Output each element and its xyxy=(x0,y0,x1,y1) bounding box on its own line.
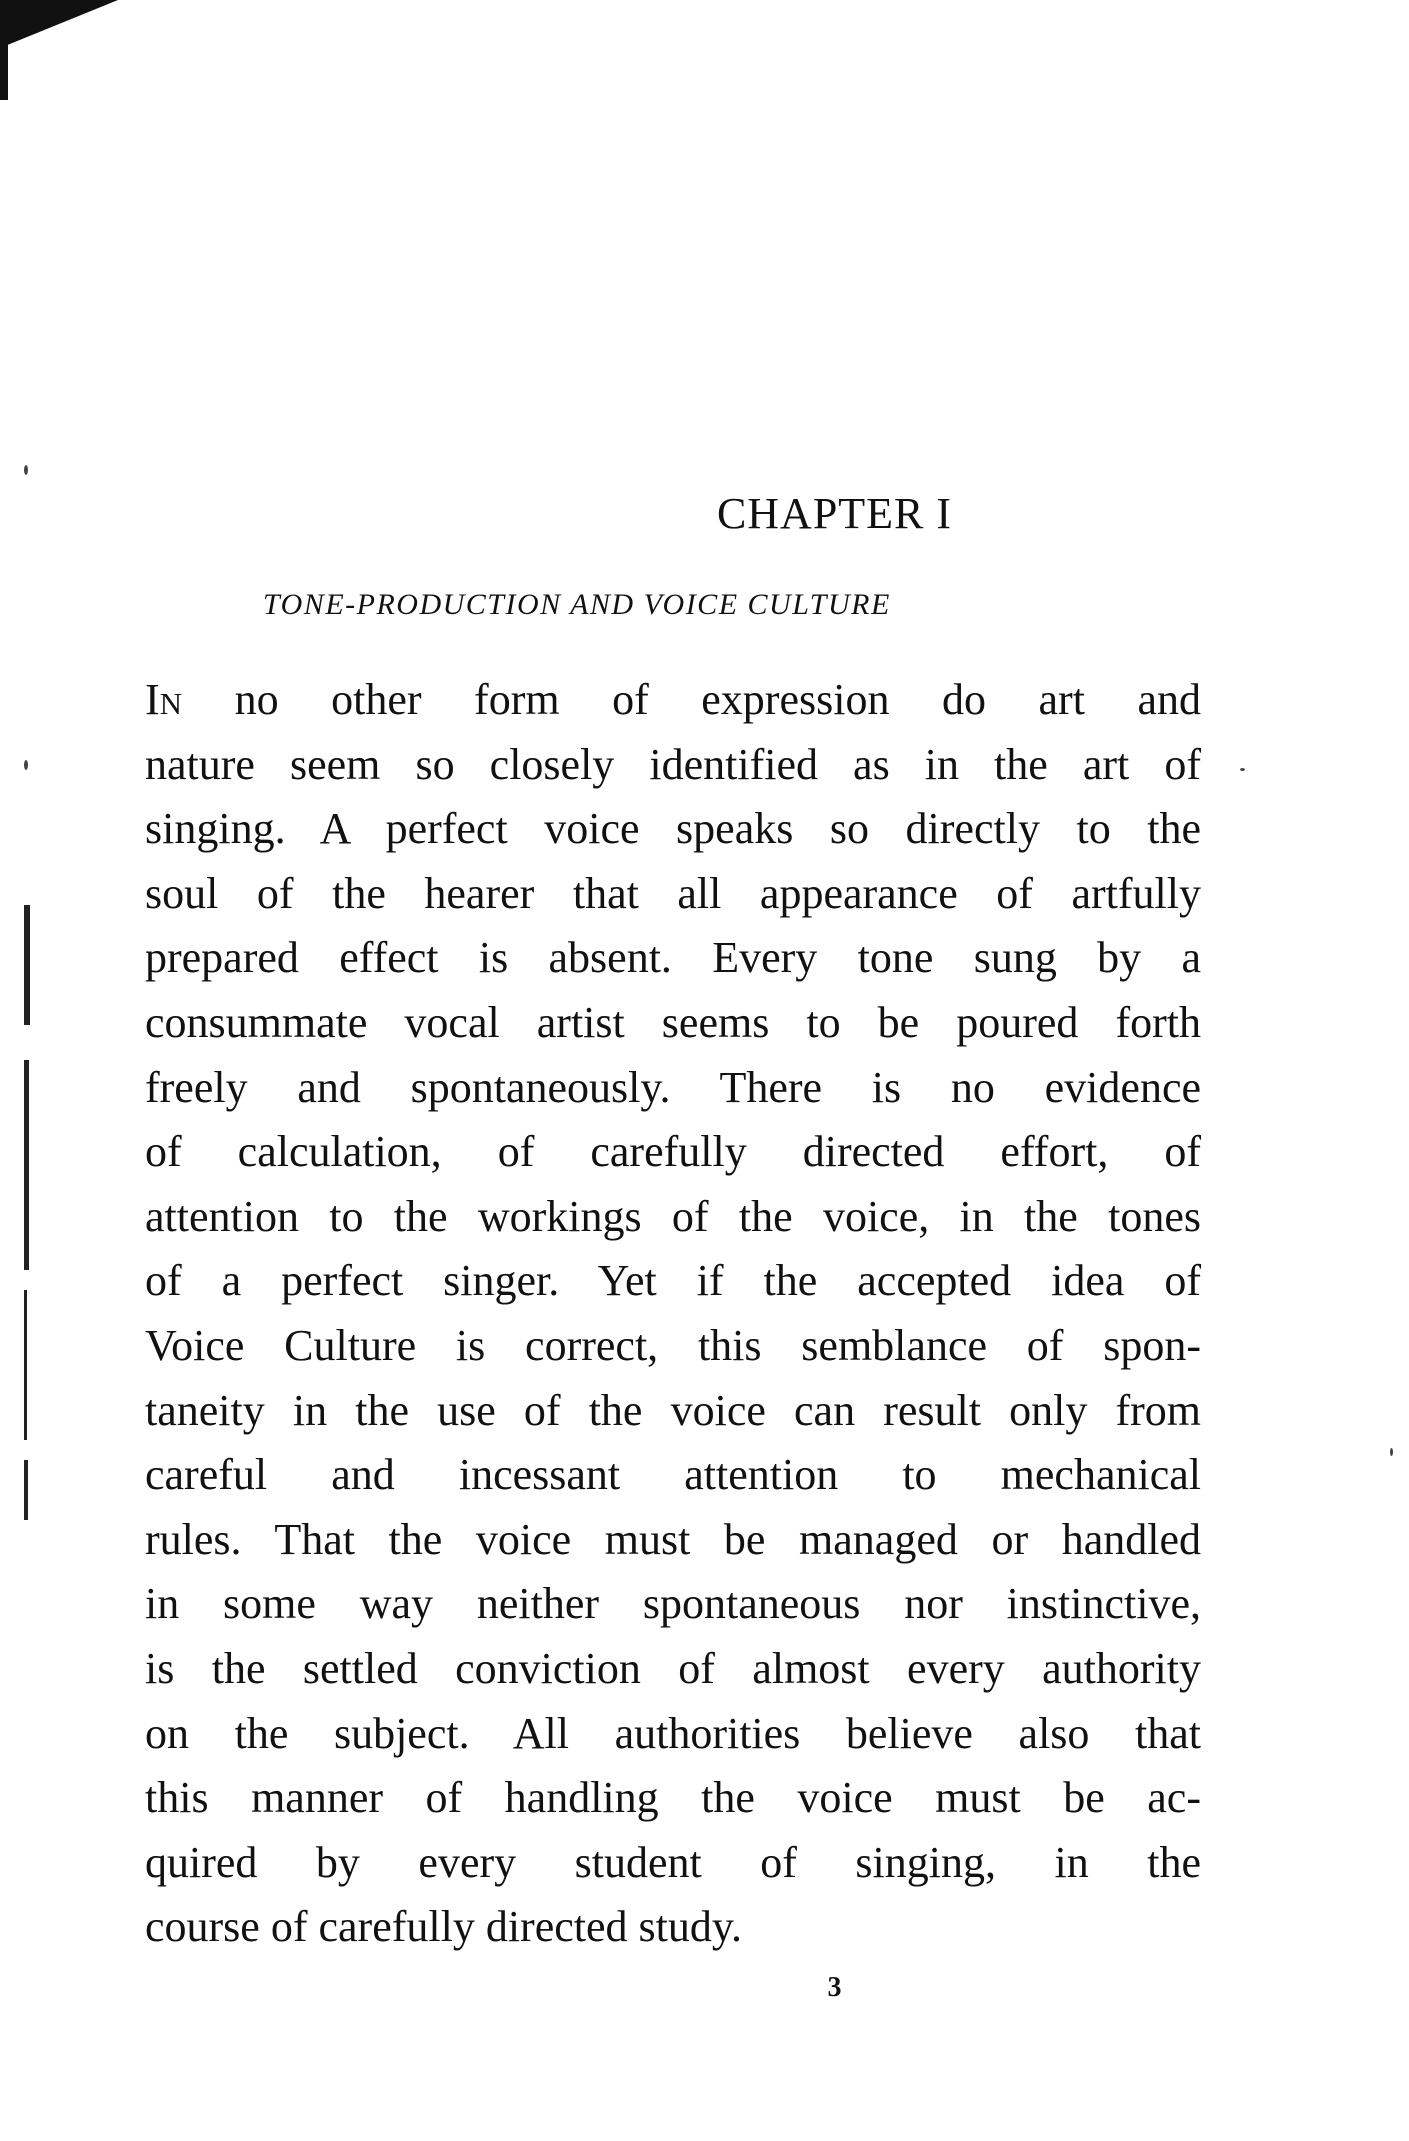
scan-speck xyxy=(24,760,28,770)
text-line: consummate vocal artist seems to be poured forth xyxy=(145,997,1201,1047)
text-line: is the settled conviction of almost every authority xyxy=(145,1643,1201,1693)
text-line: quired by every student of singing, in the xyxy=(145,1837,1201,1887)
scan-corner-mark xyxy=(0,0,118,48)
text-line: of a perfect singer. Yet if the accepted idea of xyxy=(145,1256,1201,1306)
text-line: on the subject. All authorities believe also that xyxy=(145,1708,1201,1758)
scan-edge-shadow xyxy=(24,905,30,1025)
scan-edge-shadow xyxy=(24,1290,27,1440)
chapter-title: CHAPTER I xyxy=(716,489,953,538)
scan-speck xyxy=(24,465,28,475)
scan-edge-shadow xyxy=(24,1060,29,1270)
text-line: rules. That the voice must be managed or handled xyxy=(145,1514,1201,1564)
scan-edge-shadow xyxy=(24,1460,28,1520)
page-number: 3 xyxy=(827,1972,842,2003)
scan-speck xyxy=(1390,1448,1393,1456)
text-line: careful and incessant attention to mechanical xyxy=(145,1450,1201,1500)
chapter-body-paragraph xyxy=(145,668,1201,1960)
scan-speck xyxy=(1240,768,1245,771)
text-line: nature seem so closely identified as in the art of xyxy=(145,739,1201,789)
text-line: in some way neither spontaneous nor instinctive, xyxy=(145,1579,1201,1629)
text-line: soul of the hearer that all appearance of artfully xyxy=(145,868,1201,918)
text-line: prepared effect is absent. Every tone sung by a xyxy=(145,933,1201,983)
scan-corner-mark-tail xyxy=(0,0,8,100)
chapter-subtitle: TONE-PRODUCTION AND VOICE CULTURE xyxy=(263,588,891,621)
lead-word: In xyxy=(145,675,183,724)
text-line: Voice Culture is correct, this semblance of spon- xyxy=(145,1320,1201,1370)
text-line: freely and spontaneously. There is no evidence xyxy=(145,1062,1201,1112)
text-line: this manner of handling the voice must be ac- xyxy=(145,1773,1201,1823)
text-line: taneity in the use of the voice can result only from xyxy=(145,1385,1201,1435)
text-line: singing. A perfect voice speaks so directly to the xyxy=(145,804,1201,854)
text-line xyxy=(145,668,1201,733)
text-line: attention to the workings of the voice, in the tones xyxy=(145,1191,1201,1241)
text-line: course of carefully directed study. xyxy=(145,1902,743,1952)
text-line: of calculation, of carefully directed effort, of xyxy=(145,1127,1201,1177)
text-line-content: no other form of expression do art and xyxy=(182,675,1201,724)
